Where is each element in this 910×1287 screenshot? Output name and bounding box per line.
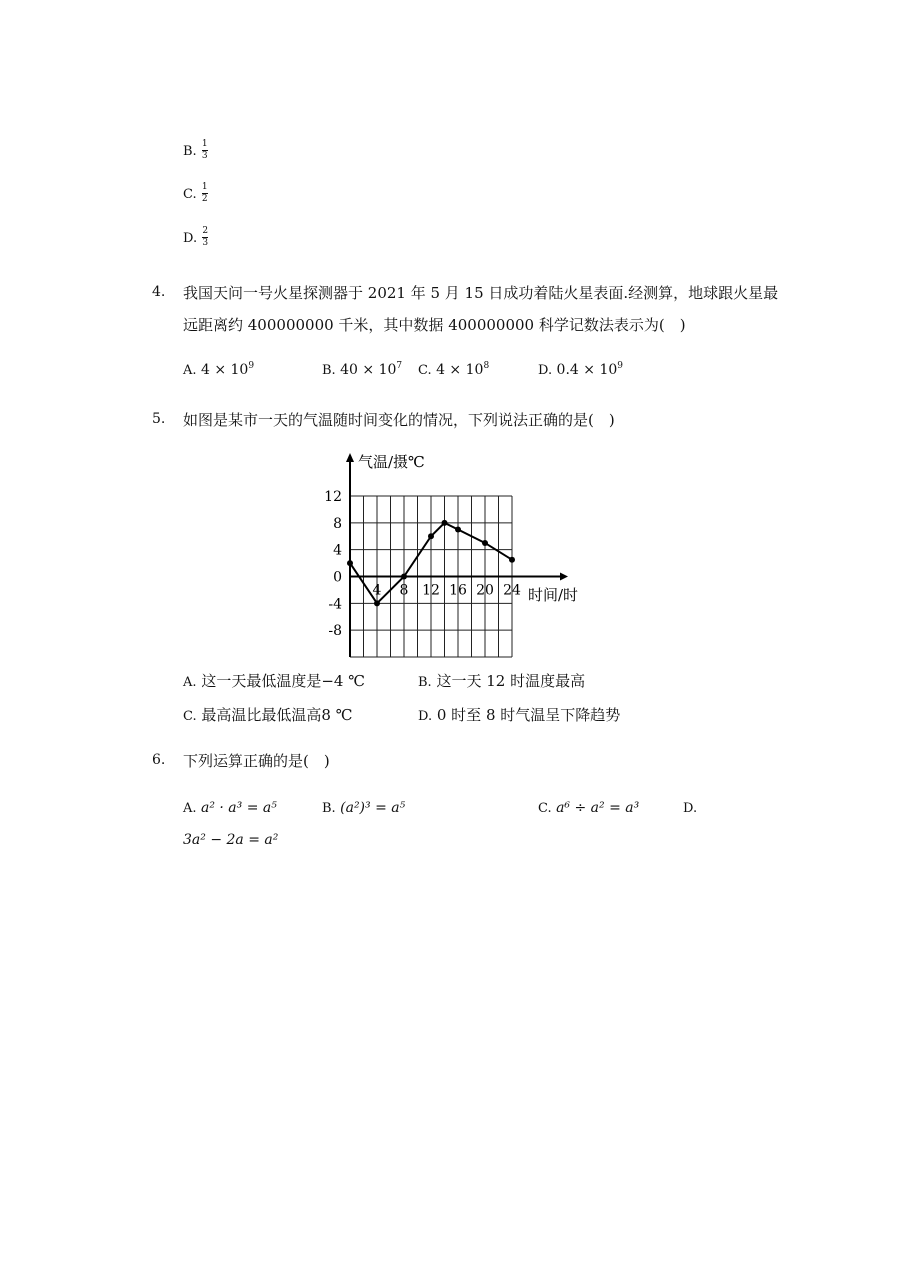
q4-option-c[interactable] bbox=[418, 362, 489, 378]
fraction bbox=[202, 183, 208, 204]
temperature-line-chart bbox=[320, 448, 590, 663]
x-tick-label: 16 bbox=[449, 582, 467, 599]
denominator: 3 bbox=[201, 151, 208, 161]
option-letter: A. bbox=[183, 675, 197, 690]
x-tick-label: 20 bbox=[476, 582, 494, 599]
q5-option-b[interactable] bbox=[418, 670, 585, 691]
q3-option-d[interactable] bbox=[183, 227, 208, 248]
y-tick-label: 12 bbox=[324, 489, 342, 505]
temperature-data-point bbox=[442, 520, 448, 526]
q4-option-b[interactable] bbox=[322, 362, 402, 378]
option-letter: C. bbox=[183, 187, 197, 202]
numerator: 1 bbox=[201, 139, 208, 149]
numerator: 2 bbox=[202, 226, 209, 236]
option-letter: C. bbox=[538, 801, 552, 816]
q6-number: 6. bbox=[152, 752, 166, 768]
x-axis-arrow bbox=[560, 573, 568, 581]
chart-axes bbox=[346, 453, 568, 657]
option-letter: A. bbox=[183, 801, 197, 816]
q5-option-c[interactable] bbox=[183, 704, 353, 725]
temperature-data-point bbox=[401, 574, 407, 580]
q4-option-a[interactable] bbox=[183, 362, 254, 378]
denominator: 2 bbox=[201, 194, 208, 204]
option-coef: 40 × 10 bbox=[340, 362, 397, 378]
y-tick-label: 0 bbox=[333, 569, 342, 586]
y-axis-arrow bbox=[346, 453, 354, 462]
option-letter: D. bbox=[538, 363, 553, 378]
q4-text-line2: 远距离约 400000000 千米，其中数据 400000000 科学记数法表示为( ) bbox=[183, 316, 686, 334]
denominator: 3 bbox=[202, 238, 209, 248]
q6-option-d-letter[interactable] bbox=[683, 800, 697, 816]
option-letter: B. bbox=[322, 801, 336, 816]
q5-option-d[interactable] bbox=[418, 704, 620, 725]
option-letter: B. bbox=[183, 144, 197, 159]
option-letter: A. bbox=[183, 363, 197, 378]
numerator: 1 bbox=[201, 182, 208, 192]
q6-option-c[interactable] bbox=[538, 800, 639, 816]
temperature-data-point bbox=[374, 600, 380, 606]
q3-option-b[interactable] bbox=[183, 140, 208, 161]
x-tick-label: 12 bbox=[422, 582, 440, 599]
q5-option-a[interactable] bbox=[183, 670, 365, 691]
q6-option-b[interactable] bbox=[322, 800, 405, 816]
q5-number: 5. bbox=[152, 411, 166, 427]
option-expr: (a²)³ = a⁵ bbox=[340, 800, 406, 816]
q4-number: 4. bbox=[152, 284, 166, 300]
y-axis-label: 气温/摄℃ bbox=[358, 453, 425, 471]
option-exp: 9 bbox=[617, 361, 623, 371]
option-expr: a² · a³ = a⁵ bbox=[200, 800, 277, 816]
option-letter: D. bbox=[683, 801, 698, 816]
option-expr: 3a² − 2a = a² bbox=[183, 832, 279, 848]
option-text: 这一天最低温度是−4 ℃ bbox=[201, 672, 365, 690]
option-letter: C. bbox=[418, 363, 432, 378]
temperature-data-point bbox=[482, 540, 488, 546]
option-expr: a⁶ ÷ a² = a³ bbox=[556, 800, 640, 816]
temperature-data-point bbox=[347, 560, 353, 566]
chart-tick-labels bbox=[324, 489, 521, 639]
fraction bbox=[202, 140, 208, 161]
option-text: 最高温比最低温高8 ℃ bbox=[201, 706, 353, 724]
q4-option-d[interactable] bbox=[538, 362, 623, 378]
option-coef: 4 × 10 bbox=[200, 362, 249, 378]
x-tick-label: 8 bbox=[399, 582, 409, 599]
q6-option-d-expr[interactable] bbox=[183, 832, 278, 848]
option-letter: B. bbox=[322, 363, 336, 378]
option-exp: 8 bbox=[483, 361, 490, 371]
option-letter: C. bbox=[183, 709, 197, 724]
temperature-data-point bbox=[455, 527, 461, 533]
option-coef: 4 × 10 bbox=[436, 362, 484, 378]
y-tick-label: 4 bbox=[333, 542, 342, 559]
fraction bbox=[202, 227, 208, 248]
q4-text-line1: 我国天问一号火星探测器于 2021 年 5 月 15 日成功着陆火星表面.经测算，地球跟火星最 bbox=[183, 284, 779, 302]
y-tick-label: -8 bbox=[328, 623, 342, 640]
option-coef: 0.4 × 10 bbox=[556, 362, 618, 378]
option-letter: D. bbox=[418, 709, 433, 724]
option-letter: B. bbox=[418, 675, 432, 690]
x-tick-label: 4 bbox=[372, 582, 382, 599]
option-exp: 7 bbox=[396, 361, 403, 371]
temperature-data-point bbox=[428, 533, 434, 539]
option-text: 这一天 12 时温度最高 bbox=[436, 672, 586, 690]
y-tick-label: -4 bbox=[328, 596, 342, 613]
option-exp: 9 bbox=[248, 361, 255, 371]
x-axis-label: 时间/时 bbox=[528, 586, 579, 604]
q6-option-a[interactable] bbox=[183, 800, 277, 816]
q3-option-c[interactable] bbox=[183, 183, 208, 204]
option-letter: D. bbox=[183, 231, 198, 246]
option-text: 0 时至 8 时气温呈下降趋势 bbox=[436, 706, 621, 724]
y-tick-label: 8 bbox=[333, 515, 342, 532]
x-tick-label: 24 bbox=[503, 582, 521, 599]
temperature-data-point bbox=[509, 557, 515, 563]
q6-text: 下列运算正确的是( ) bbox=[183, 752, 330, 770]
q5-text: 如图是某市一天的气温随时间变化的情况，下列说法正确的是( ) bbox=[183, 411, 615, 429]
